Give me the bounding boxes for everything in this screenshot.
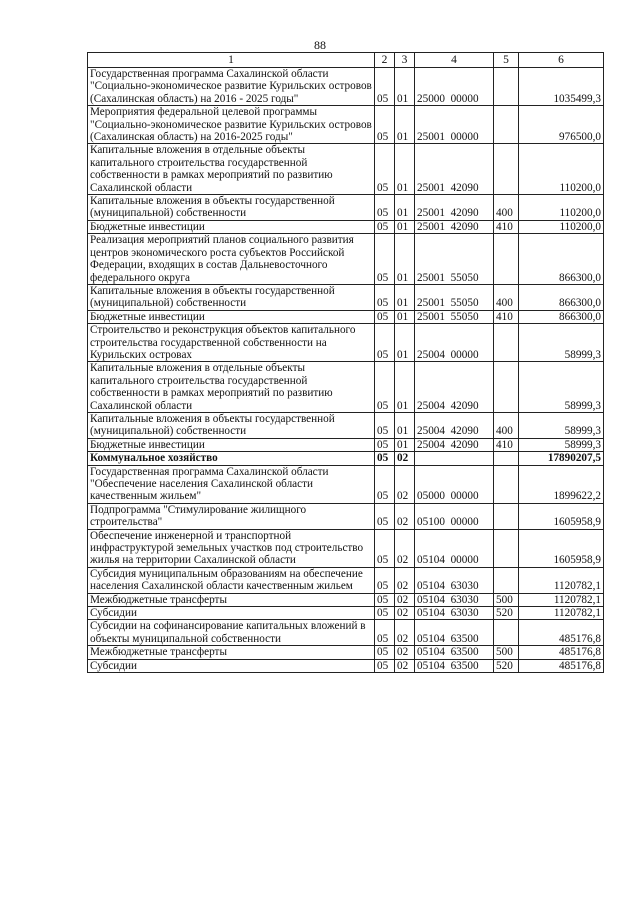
subsection-cell: 01 (395, 438, 415, 451)
expense-type-cell: 520 (494, 607, 519, 620)
subsection-cell: 01 (395, 362, 415, 413)
section-cell: 05 (375, 607, 395, 620)
expense-type-cell (494, 144, 519, 195)
column-header: 4 (415, 53, 494, 68)
amount-cell: 485176,8 (519, 620, 604, 646)
target-item-cell: 05104 63030 (415, 607, 494, 620)
row-name-cell: Строительство и реконструкция объектов капитального строительства государственной собственности на Курильских островах (88, 324, 375, 362)
subsection-cell: 02 (395, 452, 415, 465)
expense-type-cell (494, 68, 519, 106)
subsection-cell: 01 (395, 284, 415, 310)
target-item-cell: 05104 63030 (415, 593, 494, 606)
table-row (88, 620, 604, 646)
table-row (88, 529, 604, 567)
table-row (88, 593, 604, 606)
section-cell: 05 (375, 234, 395, 285)
row-name-cell: Капитальные вложения в отдельные объекты капитального строительства государственной собственности в рамках мероприятий по развитию Сахалинской области (88, 144, 375, 195)
section-cell: 05 (375, 452, 395, 465)
table-row (88, 106, 604, 144)
section-cell: 05 (375, 659, 395, 672)
amount-cell: 58999,3 (519, 362, 604, 413)
subsection-cell: 02 (395, 607, 415, 620)
target-item-cell: 05100 00000 (415, 503, 494, 529)
row-name-cell: Реализация мероприятий планов социального развития центров экономического роста субъектов Российской Федерации, входящих в состав Дальневосточного федерального округа (88, 234, 375, 285)
subsection-cell: 02 (395, 465, 415, 503)
table-row (88, 310, 604, 323)
table-row (88, 659, 604, 672)
amount-cell: 866300,0 (519, 310, 604, 323)
row-name-cell: Капитальные вложения в объекты государственной (муниципальной) собственности (88, 412, 375, 438)
subsection-cell: 02 (395, 593, 415, 606)
row-name-cell: Субсидии (88, 607, 375, 620)
table-row (88, 144, 604, 195)
target-item-cell: 25004 42090 (415, 412, 494, 438)
subsection-cell: 01 (395, 68, 415, 106)
expense-type-cell: 410 (494, 310, 519, 323)
amount-cell: 110200,0 (519, 144, 604, 195)
expense-type-cell: 400 (494, 195, 519, 221)
target-item-cell: 05104 63030 (415, 567, 494, 593)
row-name-cell: Коммунальное хозяйство (88, 452, 375, 465)
subsection-cell: 02 (395, 646, 415, 659)
table-row (88, 234, 604, 285)
column-header: 5 (494, 53, 519, 68)
amount-cell: 58999,3 (519, 412, 604, 438)
column-header: 2 (375, 53, 395, 68)
expense-type-cell (494, 106, 519, 144)
amount-cell: 1035499,3 (519, 68, 604, 106)
expense-type-cell (494, 529, 519, 567)
subsection-cell: 02 (395, 503, 415, 529)
row-name-cell: Капитальные вложения в объекты государственной (муниципальной) собственности (88, 284, 375, 310)
row-name-cell: Бюджетные инвестиции (88, 438, 375, 451)
target-item-cell: 25004 00000 (415, 324, 494, 362)
column-header: 1 (88, 53, 375, 68)
target-item-cell: 05104 63500 (415, 646, 494, 659)
amount-cell: 485176,8 (519, 659, 604, 672)
subsection-cell: 01 (395, 310, 415, 323)
amount-cell: 110200,0 (519, 220, 604, 233)
table-row (88, 452, 604, 465)
amount-cell: 1120782,1 (519, 607, 604, 620)
amount-cell: 1899622,2 (519, 465, 604, 503)
target-item-cell: 25001 55050 (415, 234, 494, 285)
page-number: 88 (314, 38, 326, 52)
section-cell: 05 (375, 68, 395, 106)
row-name-cell: Субсидия муниципальным образованиям на обеспечение населения Сахалинской области качественным жильем (88, 567, 375, 593)
expense-type-cell (494, 503, 519, 529)
expense-type-cell (494, 452, 519, 465)
section-cell: 05 (375, 620, 395, 646)
row-name-cell: Субсидии на софинансирование капитальных вложений в объекты муниципальной собственности (88, 620, 375, 646)
table-row (88, 68, 604, 106)
table-row (88, 607, 604, 620)
section-cell: 05 (375, 144, 395, 195)
table-row (88, 503, 604, 529)
section-cell: 05 (375, 324, 395, 362)
table-row (88, 567, 604, 593)
amount-cell: 485176,8 (519, 646, 604, 659)
section-cell: 05 (375, 412, 395, 438)
target-item-cell: 25004 42090 (415, 438, 494, 451)
expense-type-cell (494, 620, 519, 646)
section-cell: 05 (375, 106, 395, 144)
section-cell: 05 (375, 646, 395, 659)
amount-cell: 976500,0 (519, 106, 604, 144)
table-row (88, 646, 604, 659)
target-item-cell: 25001 55050 (415, 284, 494, 310)
expense-type-cell: 520 (494, 659, 519, 672)
section-cell: 05 (375, 220, 395, 233)
section-cell: 05 (375, 362, 395, 413)
budget-table (87, 52, 604, 673)
expense-type-cell: 400 (494, 284, 519, 310)
expense-type-cell (494, 362, 519, 413)
target-item-cell (415, 452, 494, 465)
target-item-cell: 25000 00000 (415, 68, 494, 106)
table-row (88, 412, 604, 438)
row-name-cell: Межбюджетные трансферты (88, 646, 375, 659)
amount-cell: 58999,3 (519, 438, 604, 451)
subsection-cell: 01 (395, 412, 415, 438)
section-cell: 05 (375, 284, 395, 310)
subsection-cell: 01 (395, 144, 415, 195)
row-name-cell: Обеспечение инженерной и транспортной инфраструктурой земельных участков под строительство жилья на территории Сахалинской области (88, 529, 375, 567)
section-cell: 05 (375, 503, 395, 529)
section-cell: 05 (375, 438, 395, 451)
subsection-cell: 01 (395, 195, 415, 221)
table-header-row (88, 53, 604, 68)
column-header: 6 (519, 53, 604, 68)
target-item-cell: 25001 00000 (415, 106, 494, 144)
table-row (88, 195, 604, 221)
amount-cell: 1120782,1 (519, 567, 604, 593)
amount-cell: 1605958,9 (519, 529, 604, 567)
section-cell: 05 (375, 310, 395, 323)
amount-cell: 866300,0 (519, 234, 604, 285)
section-cell: 05 (375, 567, 395, 593)
section-cell: 05 (375, 529, 395, 567)
target-item-cell: 25001 42090 (415, 195, 494, 221)
subsection-cell: 01 (395, 220, 415, 233)
target-item-cell: 25001 42090 (415, 220, 494, 233)
subsection-cell: 02 (395, 620, 415, 646)
expense-type-cell (494, 324, 519, 362)
target-item-cell: 25001 55050 (415, 310, 494, 323)
row-name-cell: Субсидии (88, 659, 375, 672)
amount-cell: 1120782,1 (519, 593, 604, 606)
subsection-cell: 01 (395, 106, 415, 144)
section-cell: 05 (375, 465, 395, 503)
expense-type-cell: 410 (494, 438, 519, 451)
amount-cell: 110200,0 (519, 195, 604, 221)
section-cell: 05 (375, 593, 395, 606)
amount-cell: 1605958,9 (519, 503, 604, 529)
target-item-cell: 05000 00000 (415, 465, 494, 503)
column-header: 3 (395, 53, 415, 68)
target-item-cell: 05104 00000 (415, 529, 494, 567)
expense-type-cell (494, 465, 519, 503)
expense-type-cell: 410 (494, 220, 519, 233)
table-row (88, 465, 604, 503)
table-row (88, 438, 604, 451)
subsection-cell: 01 (395, 234, 415, 285)
expense-type-cell (494, 234, 519, 285)
row-name-cell: Государственная программа Сахалинской области "Обеспечение населения Сахалинской области качественным жильем" (88, 465, 375, 503)
section-cell: 05 (375, 195, 395, 221)
subsection-cell: 02 (395, 659, 415, 672)
row-name-cell: Бюджетные инвестиции (88, 220, 375, 233)
expense-type-cell: 500 (494, 646, 519, 659)
table-row (88, 324, 604, 362)
subsection-cell: 02 (395, 529, 415, 567)
row-name-cell: Подпрограмма "Стимулирование жилищного строительства" (88, 503, 375, 529)
table-row (88, 362, 604, 413)
subsection-cell: 02 (395, 567, 415, 593)
target-item-cell: 25001 42090 (415, 144, 494, 195)
amount-cell: 17890207,5 (519, 452, 604, 465)
amount-cell: 866300,0 (519, 284, 604, 310)
expense-type-cell (494, 567, 519, 593)
row-name-cell: Мероприятия федеральной целевой программы "Социально-экономическое развитие Курильских островов (Сахалинская область) на 2016-2025 годы" (88, 106, 375, 144)
expense-type-cell: 500 (494, 593, 519, 606)
target-item-cell: 25004 42090 (415, 362, 494, 413)
subsection-cell: 01 (395, 324, 415, 362)
target-item-cell: 05104 63500 (415, 659, 494, 672)
table-row (88, 284, 604, 310)
row-name-cell: Капитальные вложения в объекты государственной (муниципальной) собственности (88, 195, 375, 221)
target-item-cell: 05104 63500 (415, 620, 494, 646)
amount-cell: 58999,3 (519, 324, 604, 362)
table-row (88, 220, 604, 233)
row-name-cell: Бюджетные инвестиции (88, 310, 375, 323)
expense-type-cell: 400 (494, 412, 519, 438)
row-name-cell: Межбюджетные трансферты (88, 593, 375, 606)
row-name-cell: Государственная программа Сахалинской области "Социально-экономическое развитие Курильских островов (Сахалинская область) на 2016 - 2025 годы" (88, 68, 375, 106)
row-name-cell: Капитальные вложения в отдельные объекты капитального строительства государственной собственности в рамках мероприятий по развитию Сахалинской области (88, 362, 375, 413)
